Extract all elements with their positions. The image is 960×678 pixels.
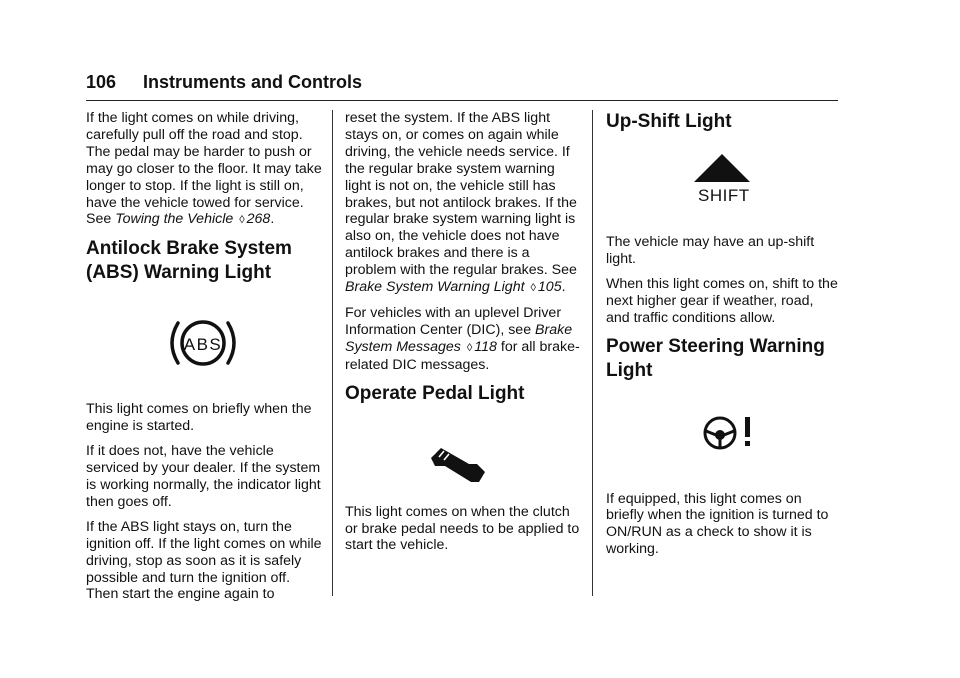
page-number: 106 bbox=[86, 72, 117, 92]
upshift-heading: Up-Shift Light bbox=[606, 111, 732, 132]
up-shift-icon bbox=[606, 148, 838, 220]
pedal-heading: Operate Pedal Light bbox=[345, 382, 525, 404]
intro-paragraph: If the light comes on while driving, carefully pull off the road and stop. The pedal may be harder to push or may go closer to the floor. It may take longer to stop. If the light is still on, have the vehicle towed for service. See Towing the Vehicle ◊ 268. bbox=[86, 110, 322, 228]
column-2 bbox=[345, 110, 580, 562]
upshift-paragraph-1: The vehicle may have an up-shift light. bbox=[606, 234, 815, 267]
xref-arrow-icon: ◊ bbox=[239, 214, 245, 227]
xref-page-number[interactable]: 105 bbox=[537, 279, 562, 296]
xref-arrow-icon: ◊ bbox=[530, 282, 536, 295]
column-divider bbox=[332, 110, 333, 596]
xref-brake-warning[interactable]: Brake System Warning Light bbox=[345, 279, 525, 296]
column-1 bbox=[86, 110, 322, 611]
abs-paragraph-3-continued: reset the system. If the ABS light stays on, or comes on again while driving, the vehicle needs service. If the regular brake system warning light is not on, the vehicle still has brakes, but not antilock brakes. If the regular brake system warning light is also on, the vehicle does not have antilock brakes and there is a problem with the regular brakes. See Brake System Warning Light ◊ 105. bbox=[345, 110, 577, 296]
abs-paragraph-1: This light comes on briefly when the engine is started. bbox=[86, 401, 312, 435]
power-steering-warning-icon bbox=[606, 395, 838, 477]
xref-page-number[interactable]: 268 bbox=[246, 211, 271, 228]
operate-pedal-icon bbox=[345, 424, 580, 494]
dic-paragraph: For vehicles with an uplevel Driver Information Center (DIC), see Brake System Messages ◊ 118 for all brake-related DIC messages. bbox=[345, 304, 580, 373]
abs-heading: Antilock Brake System (ABS) Warning Light bbox=[86, 238, 292, 284]
upshift-paragraph-2: When this light comes on, shift to the next higher gear if weather, road, and traffic conditions allow. bbox=[606, 275, 838, 326]
column-3 bbox=[606, 110, 838, 566]
shift-icon-label: SHIFT bbox=[698, 186, 750, 205]
abs-warning-icon bbox=[86, 299, 322, 387]
abs-paragraph-3: If the ABS light stays on, turn the ignition off. If the light comes on while driving, stop as soon as it is safely possible and turn the ignition off. Then start the engine again to bbox=[86, 518, 322, 603]
column-divider bbox=[592, 110, 593, 596]
abs-paragraph-2: If it does not, have the vehicle serviced by your dealer. If the system is working normally, the indicator light then goes off. bbox=[86, 443, 321, 510]
xref-page-number[interactable]: 118 bbox=[474, 338, 497, 355]
page-header bbox=[86, 70, 838, 101]
xref-brake-messages[interactable]: Brake System Messages bbox=[345, 321, 573, 355]
section-title: Instruments and Controls bbox=[143, 72, 363, 92]
pedal-paragraph: This light comes on when the clutch or brake pedal needs to be applied to start the vehicle. bbox=[345, 503, 580, 554]
power-steering-heading: Power Steering Warning Light bbox=[606, 335, 825, 381]
abs-icon-label: ABS bbox=[183, 335, 223, 355]
power-steering-paragraph: If equipped, this light comes on briefly when the ignition is turned to ON/RUN as a check to show it is working. bbox=[606, 490, 829, 558]
xref-towing[interactable]: Towing the Vehicle bbox=[115, 211, 234, 228]
xref-arrow-icon: ◊ bbox=[466, 341, 473, 354]
